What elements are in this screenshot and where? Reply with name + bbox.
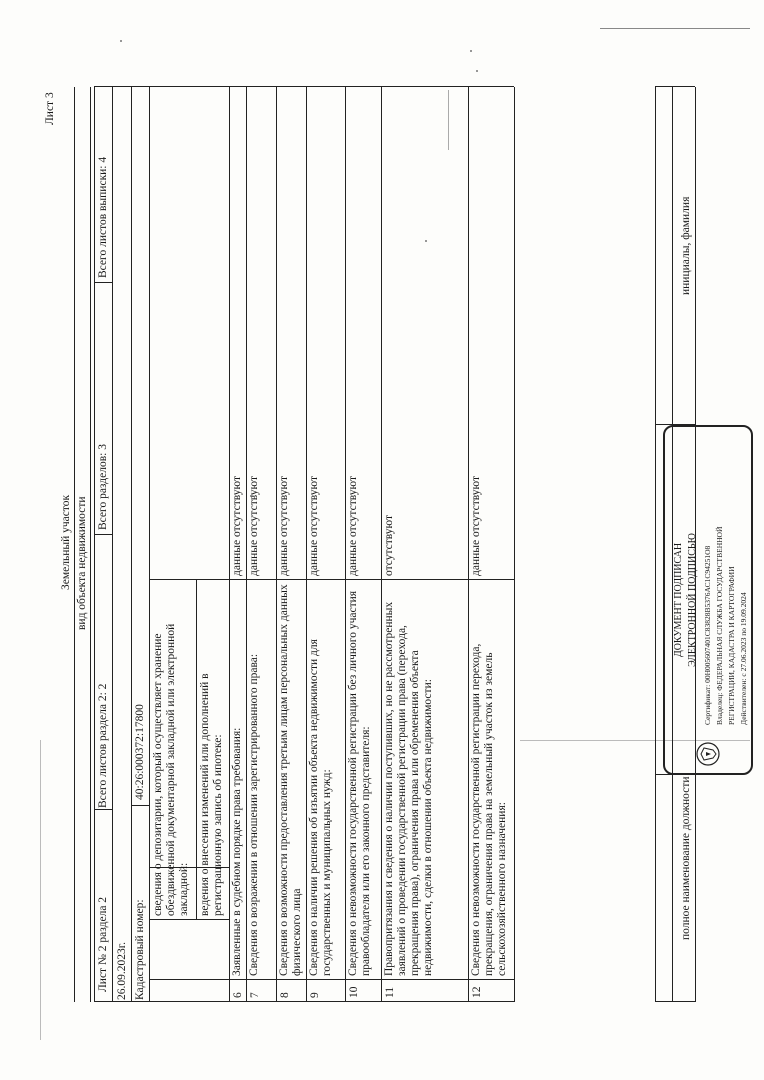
sheet-number: Лист 3 — [44, 92, 56, 125]
row-separator — [381, 87, 382, 1002]
stamp-line2: ЭЛЕКТРОННОЙ ПОДПИСЬЮ — [687, 533, 698, 667]
signature-frame-top — [655, 87, 656, 1002]
row-separator — [468, 87, 469, 1002]
rule — [131, 805, 149, 806]
row-separator — [514, 87, 515, 1002]
row-number: 9 — [309, 992, 321, 998]
row-label: Сведения о возможности предоставления третьим лицам персональных данных физического лица — [278, 584, 303, 976]
coat-of-arms-icon — [695, 741, 721, 767]
rule — [94, 87, 95, 1002]
rule — [196, 580, 197, 920]
row-value: данные отсутствуют — [470, 476, 482, 576]
rule — [94, 534, 112, 535]
row-separator — [345, 87, 346, 1002]
row-number: 8 — [279, 992, 291, 998]
row-number: 11 — [384, 986, 396, 998]
row-label: Сведения о возражении в отношении зарегистрированного права: — [248, 653, 260, 976]
rule — [149, 979, 229, 980]
object-type: Земельный участок — [60, 494, 72, 590]
table-right-border — [94, 86, 514, 87]
cadastral-number: 40:26:000372:17800 — [134, 704, 146, 800]
sheets-in-section: Всего листов раздела 2: 2 — [97, 683, 109, 808]
mortgage-changes-label: ведения о внесении изменений или дополнений в регистрационную запись об ипотеке: — [199, 673, 224, 916]
rule — [90, 87, 91, 1002]
sheet-of-section: Лист № 2 раздела 2 — [97, 896, 109, 992]
row-label: Сведения о невозможности государственной регистрации без личного участия правообладателя или его законного представителя: — [347, 590, 372, 976]
row-separator — [306, 87, 307, 1002]
row-separator — [276, 87, 277, 1002]
row-value: данные отсутствуют — [347, 476, 359, 576]
position-label: полное наименование должности — [680, 776, 692, 940]
rule — [149, 919, 229, 920]
rule — [112, 87, 113, 1002]
row-label: Сведения о невозможности государственной регистрации перехода, прекращения, ограничения права на земельный участок из земель сельскохозяйственного назначения: — [470, 643, 508, 976]
object-kind: вид объекта недвижимости — [76, 496, 88, 630]
stamp-validity: Действителен: с 27.06.2023 по 19.09.2024 — [739, 592, 748, 725]
row-label: Заявленные в судебном порядке права требования: — [231, 727, 243, 976]
row-value: данные отсутствуют — [231, 476, 243, 576]
rule — [149, 579, 514, 580]
e-signature-stamp — [663, 425, 753, 775]
stamp-line1: ДОКУМЕНТ ПОДПИСАН — [673, 542, 684, 658]
row-label: Сведения о наличии решения об изъятии объекта недвижимости для государственных и муниципальных нужд: — [308, 639, 333, 976]
row-number: 6 — [232, 992, 244, 998]
row-number: 12 — [471, 986, 483, 998]
row-number: 7 — [249, 992, 261, 998]
rule — [149, 87, 150, 1002]
row-value: данные отсутствуют — [308, 476, 320, 576]
stamp-owner-line1: Владелец: ФЕДЕРАЛЬНАЯ СЛУЖБА ГОСУДАРСТВЕННОЙ — [715, 526, 724, 725]
cadastral-label: Кадастровый номер: — [134, 899, 146, 1000]
row-value: данные отсутствуют — [248, 476, 260, 576]
sections-total: Всего разделов: 3 — [97, 444, 109, 530]
row-separator — [246, 87, 247, 1002]
table-left-border — [94, 1001, 514, 1002]
rule — [131, 87, 132, 1002]
rule — [229, 979, 514, 980]
rule — [74, 87, 75, 1002]
row-value: отсутствуют — [383, 514, 395, 576]
row-number: 10 — [348, 986, 360, 998]
stamp-certificate: Сертификат: 00H005607401C83828B5376АС1С94251О8 — [703, 545, 712, 725]
rule — [655, 86, 695, 87]
rule — [229, 87, 230, 1002]
depositary-label: сведения о депозитарии, который осуществляет хранение обездвиженной документарной закладной или электронной закладной: — [152, 623, 190, 916]
rule — [94, 282, 112, 283]
extract-date: 26.09.2023г. — [116, 941, 128, 1000]
row-label: Правопритязания и сведения о наличии поступивших, но не рассмотренных заявлений о проведении государственной регистрации права (перехода, прекращения права), ограничения права или обременения объекта недвижимости, сделки в отношении объекта недвижимости: — [383, 601, 434, 976]
name-label: инициалы, фамилия — [680, 196, 692, 295]
stamp-owner-line2: РЕГИСТРАЦИИ, КАДАСТРА И КАРТОГРАФИИ — [727, 566, 736, 725]
extract-sheets-total: Всего листов выписки: 4 — [97, 156, 109, 278]
rule — [655, 1001, 695, 1002]
row-value: данные отсутствуют — [278, 476, 290, 576]
rule — [94, 809, 112, 810]
